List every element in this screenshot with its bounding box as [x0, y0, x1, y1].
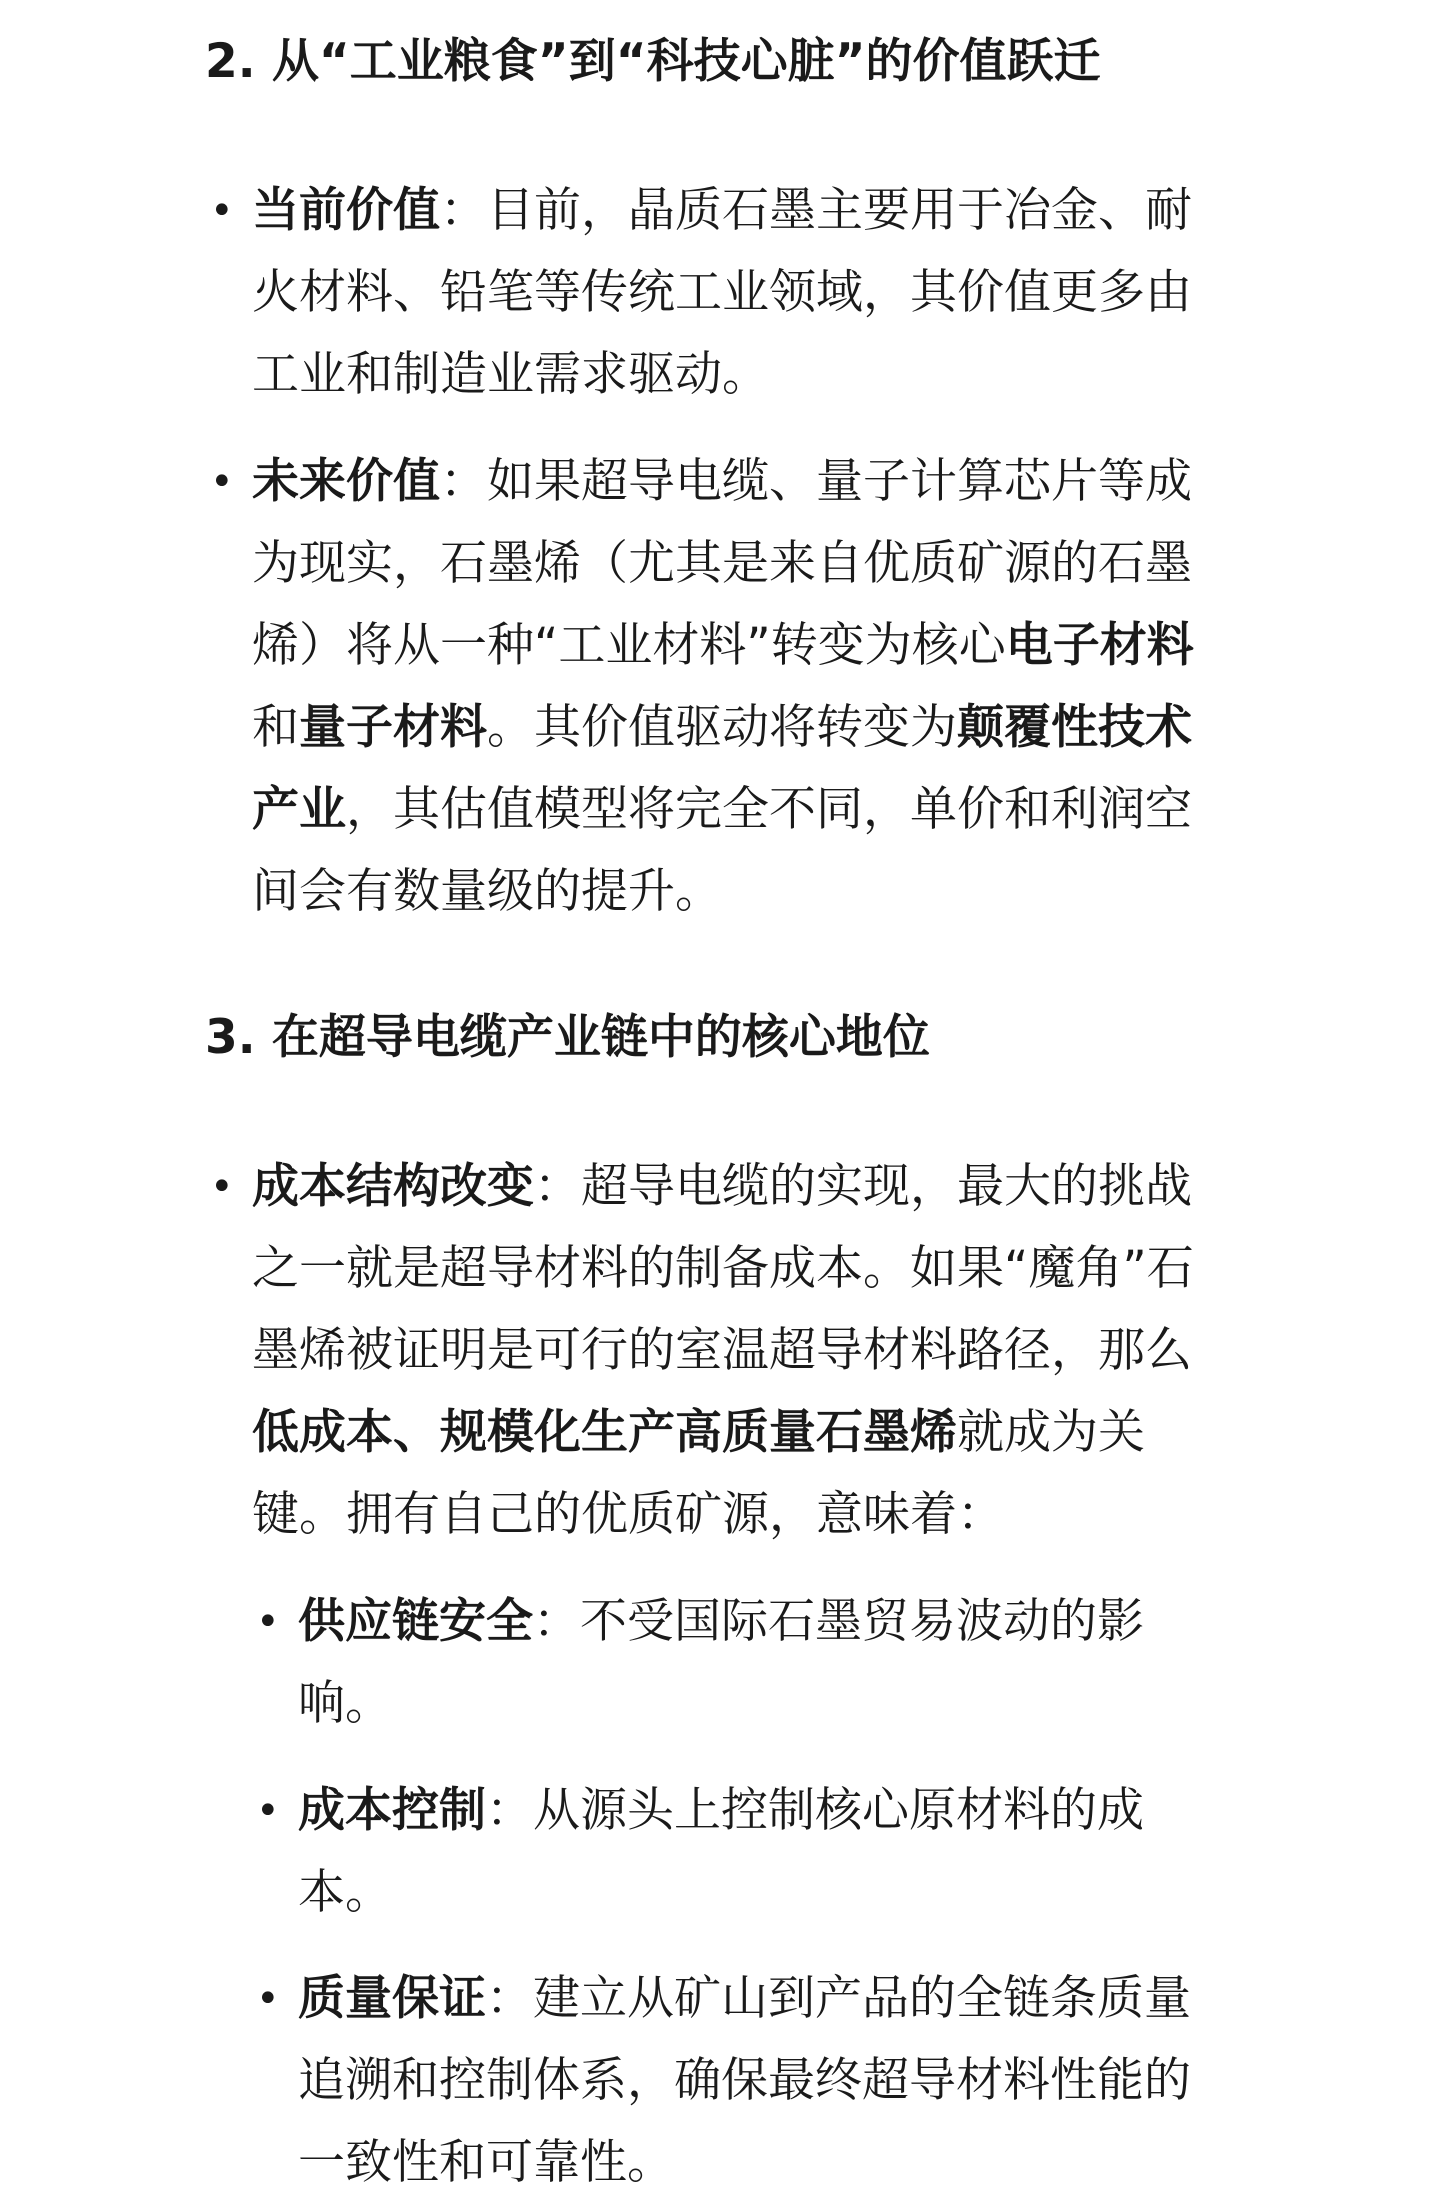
text-line: 本。: [298, 1865, 392, 1920]
text-line: [252, 441, 1392, 523]
text-line: [252, 1392, 1392, 1474]
item-text: 烯）将从一种“工业材料”转变为核心: [252, 618, 1006, 673]
text-line: 追溯和控制体系，确保最终超导材料性能的: [298, 2053, 1191, 2108]
text-line: 为现实，石墨烯（尤其是来自优质矿源的石墨: [252, 536, 1192, 591]
item-label: 成本结构改变: [252, 1159, 534, 1214]
list-item-cost-structure: [210, 1146, 1392, 1556]
item-text: ，其估值模型将完全不同，单价和利润空: [346, 782, 1192, 837]
text-line: [252, 769, 1392, 851]
text-line: [252, 1146, 1392, 1228]
item-text: ：目前，晶质石墨主要用于冶金、耐: [440, 183, 1192, 238]
item-label: 供应链安全: [298, 1594, 533, 1649]
list-item-future-value: [210, 441, 1392, 933]
item-label: 当前价值: [252, 183, 440, 238]
bullet-icon: •: [256, 1599, 280, 1645]
text-line: [298, 1770, 1328, 1852]
text-line: 火材料、铅笔等传统工业领域，其价值更多由: [252, 265, 1192, 320]
emphasis-text: 颠覆性技术: [957, 700, 1192, 755]
bullet-icon: •: [256, 1976, 280, 2022]
item-text: ：从源头上控制核心原材料的成: [486, 1783, 1144, 1838]
sub-list-item-quality-assurance: [256, 1958, 1378, 2204]
item-text: ：如果超导电缆、量子计算芯片等成: [440, 454, 1192, 509]
bullet-icon: •: [210, 1164, 234, 1210]
section-3-heading: 3. 在超导电缆产业链中的核心地位: [205, 1010, 930, 1065]
text-line: 一致性和可靠性。: [298, 2135, 674, 2190]
bullet-icon: •: [256, 1788, 280, 1834]
text-line: 响。: [298, 1676, 392, 1731]
text-line: [298, 1958, 1378, 2040]
item-text: 和: [252, 700, 299, 755]
text-line: [252, 605, 1392, 687]
emphasis-text: 低成本、规模化生产高质量石墨烯: [252, 1405, 957, 1460]
item-text: 。其价值驱动将转变为: [487, 700, 957, 755]
item-text: 就成为关: [957, 1405, 1145, 1460]
emphasis-text: 量子材料: [299, 700, 487, 755]
item-text: ：不受国际石墨贸易波动的影: [533, 1594, 1144, 1649]
section-2-heading: 2. 从“工业粮食”到“科技心脏”的价值跃迁: [205, 34, 1101, 89]
sub-list-item-supply-chain: [256, 1581, 1328, 1745]
item-text: ：建立从矿山到产品的全链条质量: [486, 1971, 1191, 2026]
bullet-icon: •: [210, 459, 234, 505]
sub-list-item-cost-control: [256, 1770, 1328, 1934]
list-item-current-value: [210, 170, 1392, 416]
emphasis-text: 产业: [252, 782, 346, 837]
item-label: 质量保证: [298, 1971, 486, 2026]
text-line: 工业和制造业需求驱动。: [252, 347, 769, 402]
text-line: [252, 687, 1392, 769]
text-line: [298, 1581, 1328, 1663]
text-line: [252, 170, 1392, 252]
emphasis-text: 电子材料: [1005, 618, 1194, 673]
text-line: 键。拥有自己的优质矿源，意味着：: [252, 1487, 1004, 1542]
bullet-icon: •: [210, 188, 234, 234]
text-line: 间会有数量级的提升。: [252, 864, 722, 919]
text-line: 之一就是超导材料的制备成本。如果“魔角”石: [252, 1241, 1194, 1296]
text-line: 墨烯被证明是可行的室温超导材料路径，那么: [252, 1323, 1192, 1378]
item-label: 成本控制: [298, 1783, 486, 1838]
item-label: 未来价值: [252, 454, 440, 509]
item-text: ：超导电缆的实现，最大的挑战: [534, 1159, 1192, 1214]
